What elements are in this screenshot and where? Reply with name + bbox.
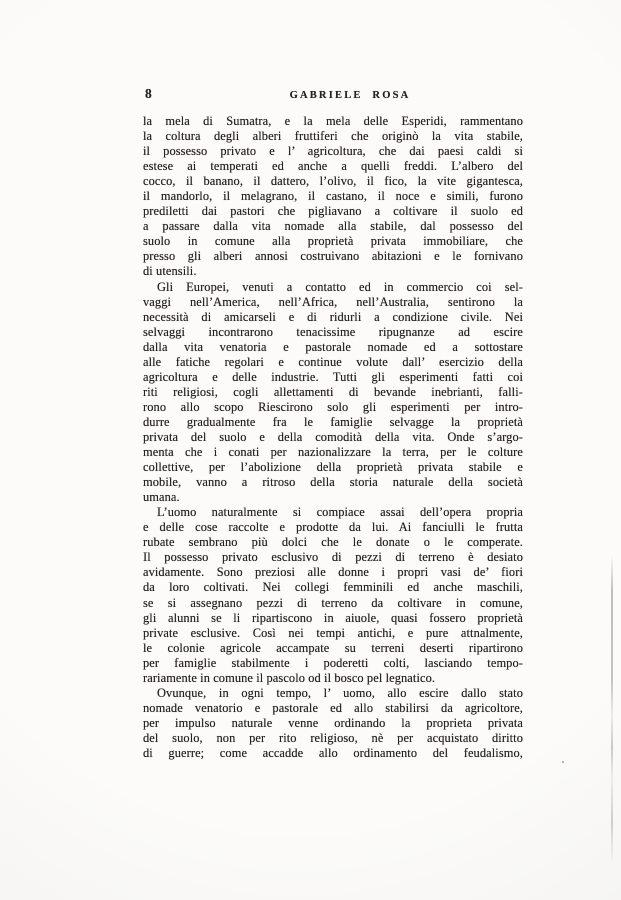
text-line: se si assegnano pezzi di terreno da coltivare in comune, — [143, 595, 523, 610]
text-line: Ovunque, in ogni tempo, l’ uomo, allo escire dallo stato — [157, 685, 523, 700]
text-line: Gli Europei, venuti a contatto ed in commercio coi sel- — [157, 279, 523, 294]
text-line: necessità di amicarseli e di ridurli a condizione civile. Nei — [143, 309, 523, 324]
text-line: di utensili. — [143, 264, 197, 279]
text-line: le colonie agricole accampate su terreni deserti ripartirono — [143, 640, 523, 655]
text-line: del suolo, non per rito religioso, nè per acquistato diritto — [143, 730, 523, 745]
text-line: a passare dalla vita nomade alla stabile, dal possesso del — [143, 219, 523, 234]
text-line: mobile, vanno a ritroso della storia naturale della società — [143, 475, 523, 490]
text-line: il mandorlo, il melagrano, il castano, il noce e simili, furono — [143, 189, 523, 204]
text-line: privata del suolo e della comodità della vita. Onde s’argo- — [143, 429, 523, 444]
text-line: il possesso privato e l’ agricoltura, che dai paesi caldi si — [143, 144, 523, 159]
text-line: dalla vita venatoria e pastorale nomade ed a sottostare — [143, 339, 523, 354]
text-line: collettive, per l’abolizione della proprietà privata stabile e — [143, 460, 523, 475]
text-line: avidamente. Sono preziosi alle donne i propri vasi de’ fiori — [143, 565, 523, 580]
text-line: agricoltura e delle industrie. Tutti gli esperimenti fatti coi — [143, 369, 523, 384]
text-line: presso gli alberi annosi costruivano abitazioni e le fornivano — [143, 249, 523, 264]
text-line: di guerre; come accadde allo ordinamento del feudalismo, — [143, 745, 523, 760]
text-line: gli alunni se li ripartiscono in aiuole, quasi fossero proprietà — [143, 610, 523, 625]
text-line: da loro coltivati. Nei collegi femminili ed anche maschili, — [143, 580, 523, 595]
page-number: 8 — [145, 86, 152, 101]
text-line: per famiglie stabilmente i poderetti colti, lasciando tempo- — [143, 655, 523, 670]
text-line: Il possesso privato esclusivo di pezzi di terreno è desiato — [143, 550, 523, 565]
text-line: e delle cose raccolte e prodotte da lui. Ai fanciulli le frutta — [143, 520, 523, 535]
text-line: nomade venatorio e pastorale ed allo stabilirsi da agricoltore, — [143, 700, 523, 715]
scan-speck — [562, 761, 564, 763]
text-line: rono allo scopo Riescirono solo gli esperimenti per intro- — [143, 399, 523, 414]
text-line: suolo in comune alla proprietà privata immobiliare, che — [143, 234, 523, 249]
text-line: menta che i conati per nazionalizzare la terra, per le colture — [143, 445, 523, 460]
text-line: riti religiosi, cogli allettamenti di bevande inebrianti, falli- — [143, 384, 523, 399]
text-line: per impulso naturale venne ordinando la proprieta privata — [143, 715, 523, 730]
text-line: rariamente in comune il pascolo od il bosco pel legnatico. — [143, 670, 436, 685]
text-line: la coltura degli alberi fruttiferi che originò la vita stabile, — [143, 129, 523, 144]
text-line: selvaggi incontrarono tenacissime ripugnanze ad escire — [143, 324, 523, 339]
body-text — [143, 114, 523, 761]
text-line: rubate sembrano più dolci che le donate o le comperate. — [143, 535, 523, 550]
text-line: prediletti dai pastori che pigliavano a coltivare il suolo ed — [143, 204, 523, 219]
text-line: estese ai temperati ed anche a quelli freddi. L’albero del — [143, 159, 523, 174]
text-line: alle fatiche regolari e continue volute dall’ esercizio della — [143, 354, 523, 369]
scan-artifact-line — [611, 555, 613, 865]
text-line: umana. — [143, 490, 180, 505]
text-line: la mela di Sumatra, e la mela delle Esperidi, rammentano — [143, 114, 523, 128]
running-header: GABRIELE ROSA — [289, 90, 411, 101]
text-line: private esclusive. Così nei tempi antichi, e pure attnalmente, — [143, 625, 523, 640]
text-line: durre gradualmente fra le famiglie selvagge la proprietà — [143, 414, 523, 429]
text-line: vaggi nell’America, nell’Africa, nell’Australia, sentirono la — [143, 294, 523, 309]
text-line: L’uomo naturalmente si compiace assai dell’opera propria — [157, 505, 523, 520]
text-line: cocco, il banano, il dattero, l’olivo, il fico, la vite gigantesca, — [143, 174, 523, 189]
